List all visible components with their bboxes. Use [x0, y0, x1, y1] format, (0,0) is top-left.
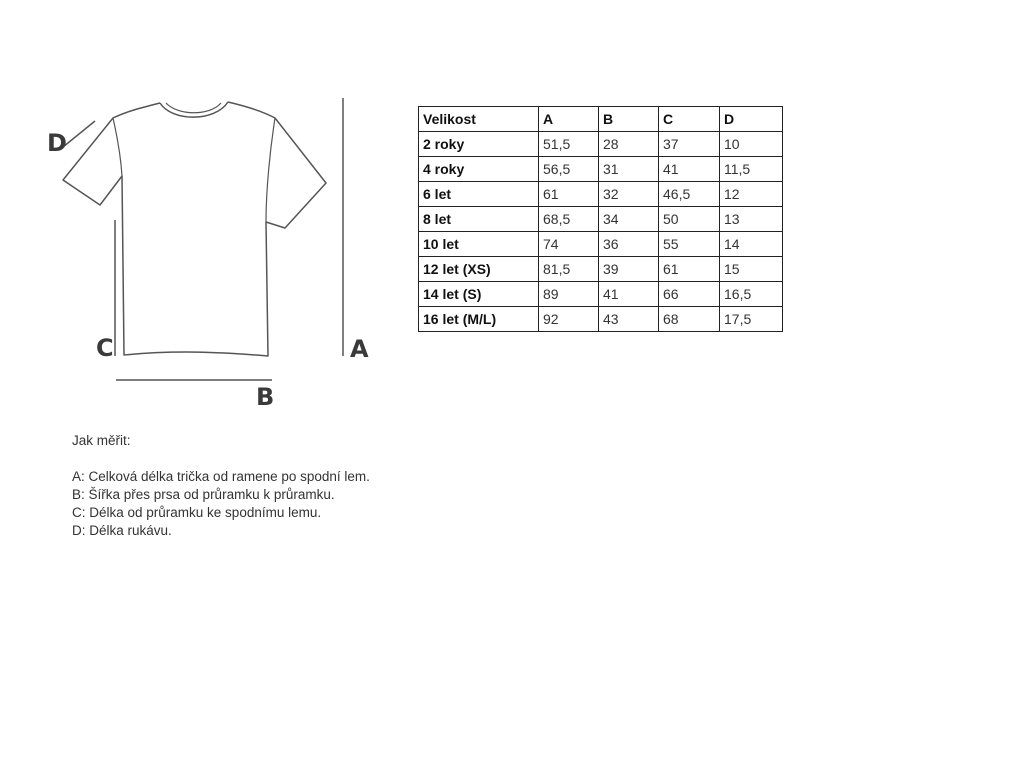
cell-b: 32 — [599, 182, 659, 207]
instructions-heading: Jak měřit: — [72, 433, 131, 448]
cell-d: 13 — [720, 207, 783, 232]
left-sleeve-seam — [113, 118, 122, 176]
header-c: C — [659, 107, 720, 132]
table-row — [419, 132, 783, 157]
cell-b: 31 — [599, 157, 659, 182]
cell-a: 92 — [539, 307, 599, 332]
cell-size: 4 roky — [419, 157, 539, 182]
cell-c: 55 — [659, 232, 720, 257]
header-a: A — [539, 107, 599, 132]
instruction-b: B: Šířka přes prsa od průramku k průramku. — [72, 487, 335, 502]
table-header-row — [419, 107, 783, 132]
cell-size: 10 let — [419, 232, 539, 257]
cell-c: 46,5 — [659, 182, 720, 207]
instruction-a: A: Celková délka trička od ramene po spodní lem. — [72, 469, 370, 484]
cell-d: 14 — [720, 232, 783, 257]
label-a: A — [350, 335, 369, 363]
cell-d: 10 — [720, 132, 783, 157]
table-row — [419, 307, 783, 332]
header-size: Velikost — [419, 107, 539, 132]
cell-d: 12 — [720, 182, 783, 207]
cell-b: 41 — [599, 282, 659, 307]
header-d: D — [720, 107, 783, 132]
label-c: C — [96, 334, 114, 362]
cell-b: 28 — [599, 132, 659, 157]
label-b: B — [256, 383, 275, 411]
table-row — [419, 282, 783, 307]
cell-d: 15 — [720, 257, 783, 282]
right-sleeve-seam — [266, 118, 275, 222]
table-row — [419, 232, 783, 257]
cell-b: 36 — [599, 232, 659, 257]
cell-size: 2 roky — [419, 132, 539, 157]
table-row — [419, 207, 783, 232]
header-b: B — [599, 107, 659, 132]
table-row — [419, 182, 783, 207]
cell-a: 51,5 — [539, 132, 599, 157]
table-row — [419, 157, 783, 182]
cell-a: 61 — [539, 182, 599, 207]
cell-b: 39 — [599, 257, 659, 282]
cell-a: 74 — [539, 232, 599, 257]
cell-c: 61 — [659, 257, 720, 282]
cell-size: 16 let (M/L) — [419, 307, 539, 332]
cell-size: 14 let (S) — [419, 282, 539, 307]
measurement-instructions — [72, 432, 370, 540]
cell-d: 16,5 — [720, 282, 783, 307]
cell-b: 43 — [599, 307, 659, 332]
collar-outer — [160, 102, 228, 117]
cell-b: 34 — [599, 207, 659, 232]
cell-d: 11,5 — [720, 157, 783, 182]
cell-a: 89 — [539, 282, 599, 307]
cell-c: 41 — [659, 157, 720, 182]
tshirt-measurement-diagram — [0, 0, 400, 420]
cell-c: 50 — [659, 207, 720, 232]
instruction-d: D: Délka rukávu. — [72, 523, 172, 538]
cell-d: 17,5 — [720, 307, 783, 332]
cell-a: 81,5 — [539, 257, 599, 282]
instruction-c: C: Délka od průramku ke spodnímu lemu. — [72, 505, 322, 520]
table-row — [419, 257, 783, 282]
cell-size: 8 let — [419, 207, 539, 232]
label-d: D — [47, 129, 67, 157]
cell-c: 66 — [659, 282, 720, 307]
tshirt-outline — [63, 102, 326, 356]
measure-line-d — [63, 121, 95, 147]
cell-c: 68 — [659, 307, 720, 332]
size-table — [418, 106, 783, 332]
cell-a: 68,5 — [539, 207, 599, 232]
cell-size: 6 let — [419, 182, 539, 207]
collar-inner — [166, 103, 221, 113]
cell-size: 12 let (XS) — [419, 257, 539, 282]
cell-a: 56,5 — [539, 157, 599, 182]
cell-c: 37 — [659, 132, 720, 157]
